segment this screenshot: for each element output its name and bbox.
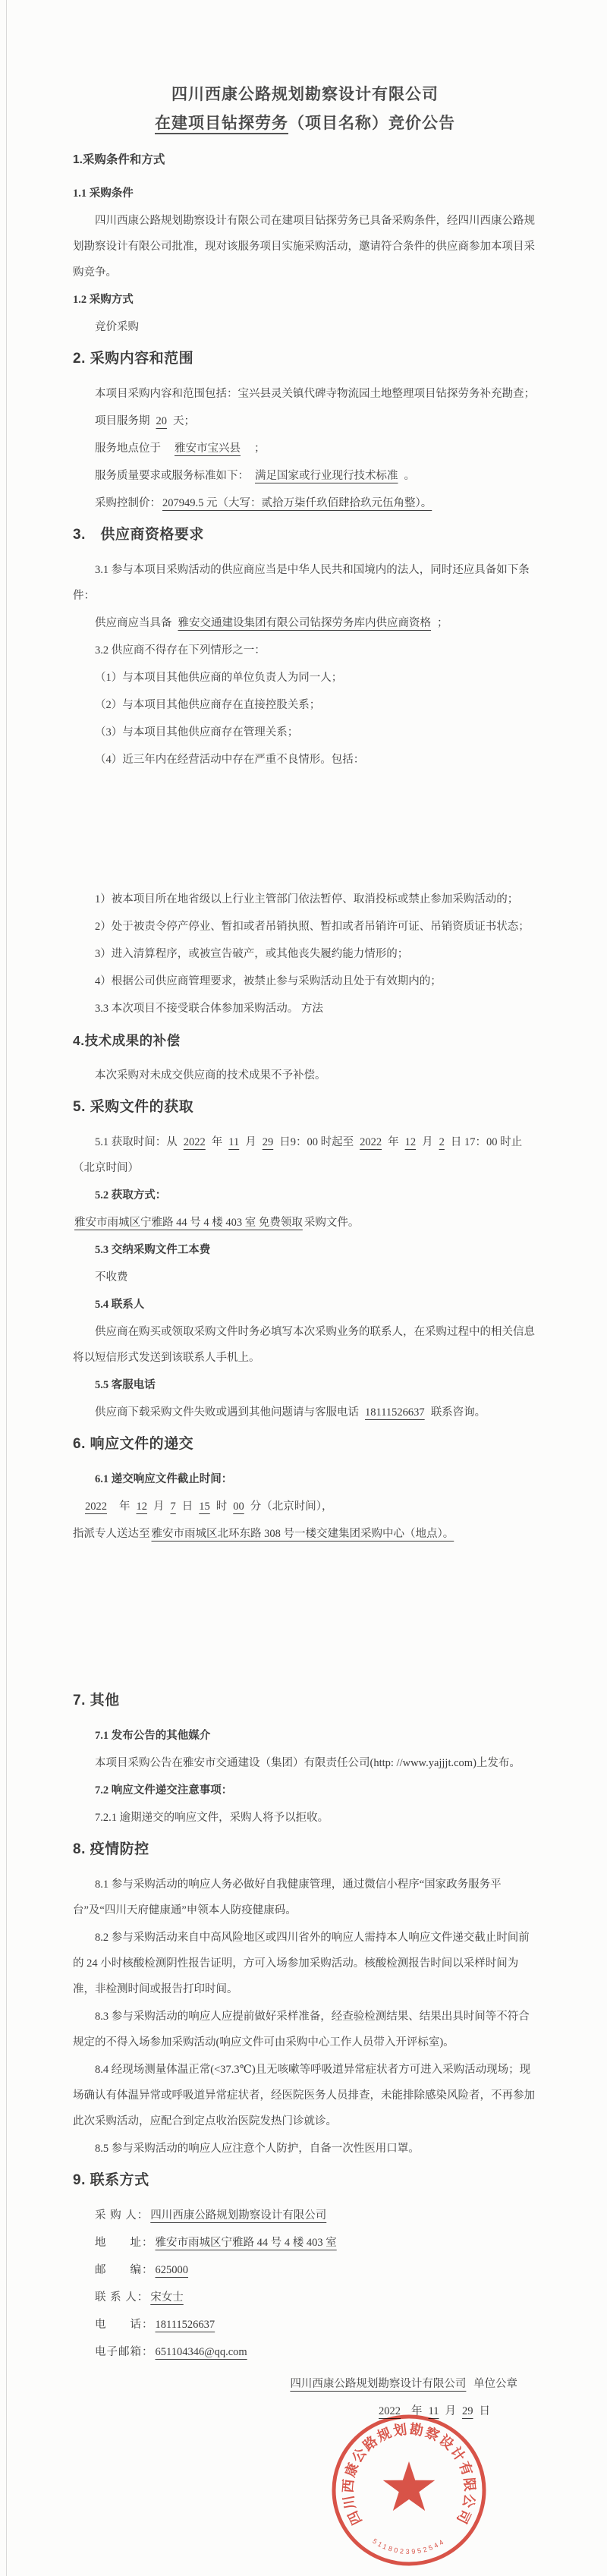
- service-period-line: [73, 408, 537, 434]
- service-period-value: 20: [156, 415, 167, 427]
- list-item: （3）与本项目其他供应商存在管理关系；: [95, 726, 299, 738]
- quality-standard-line: [73, 463, 537, 489]
- scope-paragraph: 本项目采购内容和范围包括：宝兴县灵关镇代碑寺物流园土地整理项目钻探劳务补充勘查；: [95, 388, 535, 400]
- acquisition-address-suffix: 采购文件。: [304, 1217, 360, 1229]
- sub-5-4-heading: 5.4 联系人: [95, 1299, 145, 1311]
- section-2-scope: [73, 348, 537, 516]
- section-4-heading: 4.技术成果的补偿: [73, 1033, 181, 1048]
- quality-standard-value: 满足国家或行业现行技术标准: [255, 470, 398, 482]
- epidemic-item: 8.2 参与采购活动来自中高风险地区或四川省外的响应人需持本人响应文件递交截止时间前的 24 小时核酸检测阴性报告证明，方可入场参加采购活动。核酸检测报告时间以采样时间为准，非检测时间或报告打印时间。: [73, 1932, 530, 1995]
- list-item: （4）近三年内在经营活动中存在严重不良情形。包括：: [95, 754, 365, 766]
- time-month-to: 12: [404, 1136, 417, 1148]
- section-3-supplier-qualification: [73, 524, 537, 1022]
- section-4-compensation: [73, 1029, 537, 1088]
- sub-7-2-1-text: 7.2.1 逾期递交的响应文件，采购人将予以拒收。: [95, 1812, 329, 1824]
- deadline-hour: 15: [199, 1501, 210, 1513]
- time-run: 年: [211, 1136, 223, 1148]
- contact-label: 电 话：: [95, 2319, 154, 2331]
- contact-label: 地 址：: [95, 2237, 154, 2249]
- deadline-month: 12: [136, 1501, 147, 1513]
- section-6-response-submission: [73, 1433, 537, 1547]
- sub-5-2-heading: 5.2 获取方式：: [95, 1189, 167, 1201]
- seal-ring-text: 四川西康公路规划勘察设计有限公司: [340, 2421, 478, 2527]
- signature-company-suffix: 单位公章: [473, 2378, 517, 2390]
- title-subject-line: [73, 109, 537, 138]
- quality-standard-label: 服务质量要求或服务标准如下：: [95, 470, 249, 482]
- purchaser-value: 四川西康公路规划勘察设计有限公司: [150, 2209, 327, 2222]
- list-item: （2）与本项目其他供应商存在直接控股关系；: [95, 699, 321, 711]
- service-period-label: 项目服务期: [95, 415, 150, 427]
- signature-year: 2022: [379, 2405, 401, 2417]
- sub-1-2-text: 竞价采购: [95, 321, 139, 333]
- sub-5-5-heading: 5.5 客服电话: [95, 1379, 156, 1391]
- delivery-prefix: 指派专人送达至: [73, 1528, 150, 1540]
- delivery-address-value: 雅安市雨城区北环东路 308 号一楼交建集团采购中心（地点）。: [151, 1528, 454, 1540]
- section-5-document-acquisition: [73, 1096, 537, 1425]
- contact-row-purchaser: [73, 2203, 537, 2228]
- contact-row-postcode: [73, 2257, 537, 2283]
- control-price-value: 207949.5 元（大写：贰拾万柒仟玖佰肆拾玖元伍角整）。: [162, 497, 432, 509]
- seal-code-text: 5118023952544: [371, 2537, 447, 2556]
- acquisition-time-line: [73, 1129, 537, 1181]
- para-3-3: 3.3 本次项目不接受联合体参加采购活动。 方法: [95, 1003, 323, 1015]
- hotline-prefix: 供应商下载采购文件失败或遇到其他问题请与客服电话: [95, 1406, 359, 1419]
- blank-gap: [73, 774, 537, 886]
- seal-star-icon: [383, 2461, 435, 2511]
- sub-7-2-heading: 7.2 响应文件递交注意事项：: [95, 1784, 233, 1797]
- time-month-from: 11: [228, 1136, 240, 1148]
- signature-block: [73, 2371, 537, 2424]
- title-subject-underlined: 在建项目钻探劳务: [155, 115, 288, 134]
- time-day-to: 2: [439, 1136, 445, 1148]
- para-3-1: 3.1 参与本项目采购活动的供应商应当是中华人民共和国境内的法人，同时还应具备如下条件：: [73, 564, 530, 602]
- time-year-from: 2022: [183, 1136, 206, 1148]
- sub-1-1-text: 四川西康公路规划勘察设计有限公司在建项目钻探劳务已具备采购条件，经四川西康公路规划勘察设计有限公司批准，现对该服务项目实施采购活动，邀请符合条件的供应商参加本项目采购竞争。: [73, 215, 535, 279]
- contact-label: 邮 编：: [95, 2264, 154, 2276]
- contact-person-value: 宋女士: [150, 2291, 184, 2304]
- quality-standard-suffix: 。: [404, 470, 415, 482]
- page-edge-line: [6, 0, 7, 2576]
- time-run: 月: [422, 1136, 433, 1148]
- sub-5-3-heading: 5.3 交纳采购文件工本费: [95, 1244, 211, 1256]
- supplier-qualify-label: 供应商应当具备: [95, 617, 172, 629]
- deadline-run: 日: [181, 1501, 193, 1513]
- time-year-to: 2022: [360, 1136, 382, 1148]
- deadline-run: 年: [119, 1501, 131, 1513]
- contact-label: 电子邮箱：: [95, 2346, 154, 2358]
- para-3-2: 3.2 供应商不得存在下列情形之一：: [95, 644, 266, 657]
- signature-date-run: 月: [445, 2405, 456, 2417]
- sub-1-1-heading: 1.1 采购条件: [73, 187, 134, 200]
- time-run: 月: [245, 1136, 256, 1148]
- service-period-suffix: 天；: [173, 415, 195, 427]
- contact-label: 采 购 人：: [95, 2209, 149, 2222]
- epidemic-item: 8.1 参与采购活动的响应人务必做好自我健康管理，通过微信小程序“国家政务服务平台”及“四川天府健康通”申领本人防疫健康码。: [73, 1878, 502, 1916]
- supplier-qualify-line: [73, 610, 537, 636]
- supplier-qualify-value: 雅安交通建设集团有限公司钻探劳务库内供应商资格: [178, 617, 431, 629]
- fee-text: 不收费: [95, 1271, 128, 1283]
- section-7-heading: 7. 其他: [73, 1693, 120, 1708]
- list-item: 3）进入清算程序，或被宣告破产，或其他丧失履约能力情形的；: [95, 948, 409, 960]
- signature-date-run: 日: [479, 2405, 490, 2417]
- section-3-heading: 3. 供应商资格要求: [73, 527, 204, 543]
- epidemic-item: 8.4 经现场测量体温正常(<37.3℃)且无咳嗽等呼吸道异常症状者方可进入采购活动现场；现场确认有体温异常或呼吸道异常症状者，经医院医务人员排查，未能排除感染风险者，不再参加此次采购活动，应配合到定点收治医院发热门诊就诊。: [73, 2064, 535, 2127]
- title-company-line: 四川西康公路规划勘察设计有限公司: [171, 86, 439, 103]
- section-4-text: 本次采购对未成交供应商的技术成果不予补偿。: [95, 1069, 326, 1082]
- delivery-line: [73, 1521, 537, 1547]
- service-location-value: 雅安市宝兴县: [175, 442, 241, 455]
- section-7-others: [73, 1690, 537, 1831]
- list-item: 1）被本项目所在地省级以上行业主管部门依法暂停、取消投标或禁止参加采购活动的；: [95, 893, 519, 905]
- deadline-minute: 00: [233, 1501, 244, 1513]
- contact-row-person: [73, 2285, 537, 2310]
- time-day-from: 29: [262, 1136, 274, 1148]
- time-run: 日9：00 时起至: [279, 1136, 354, 1148]
- section-8-epidemic-prevention: [73, 1838, 537, 2162]
- email-value: 651104346@qq.com: [155, 2346, 247, 2358]
- hotline-line: [73, 1400, 537, 1425]
- contact-row-phone: [73, 2312, 537, 2338]
- list-item: 2）处于被责令停产停业、暂扣或者吊销执照、暂扣或者吊销许可证、吊销资质证书状态；: [95, 921, 530, 933]
- acquisition-address-line: [73, 1210, 537, 1236]
- control-price-label: 采购控制价：: [95, 497, 161, 509]
- section-5-heading: 5. 采购文件的获取: [73, 1099, 194, 1115]
- document-title: [73, 80, 537, 138]
- time-run: 年: [388, 1136, 399, 1148]
- signature-day: 29: [462, 2405, 473, 2417]
- sub-6-1-heading: 6.1 递交响应文件截止时间：: [95, 1473, 233, 1485]
- media-text: 本项目采购公告在雅安市交通建设（集团）有限责任公司(http: //www.yajjjt.com)上发布。: [95, 1757, 521, 1769]
- signature-company-line: [73, 2371, 517, 2397]
- deadline-run: 时: [215, 1501, 228, 1513]
- contact-row-address: [73, 2230, 537, 2256]
- signature-date-line: [73, 2398, 490, 2424]
- acquisition-address-value: 雅安市雨城区宁雅路 44 号 4 楼 403 室 免费领取: [74, 1217, 303, 1229]
- time-run: 5.1 获取时间：从: [95, 1136, 178, 1148]
- deadline-run: 月: [153, 1501, 165, 1513]
- contact-label: 联 系 人：: [95, 2291, 149, 2304]
- section-6-heading: 6. 响应文件的递交: [73, 1436, 194, 1452]
- deadline-line: [73, 1494, 537, 1519]
- signature-date-run: 年: [411, 2405, 423, 2417]
- epidemic-item: 8.3 参与采购活动的响应人应提前做好采样准备，经查验检测结果、结果出具时间等不符合规定的不得入场参加采购活动(响应文件可由采购中心工作人员带入开评标室)。: [73, 2011, 530, 2049]
- hotline-suffix: 联系咨询。: [430, 1406, 486, 1419]
- list-item: （1）与本项目其他供应商的单位负责人为同一人；: [95, 672, 343, 684]
- supplier-qualify-suffix: ；: [437, 617, 448, 629]
- sub-1-2-heading: 1.2 采购方式: [73, 294, 134, 306]
- official-company-seal: [328, 2412, 490, 2571]
- deadline-run: 分（北京时间），: [250, 1501, 333, 1513]
- signature-company-value: 四川西康公路规划勘察设计有限公司: [290, 2378, 467, 2390]
- seal-ring: [334, 2417, 484, 2564]
- section-1-conditions: [73, 150, 537, 340]
- section-8-heading: 8. 疫情防控: [73, 1841, 149, 1857]
- address-value: 雅安市雨城区宁雅路 44 号 4 楼 403 室: [155, 2237, 337, 2249]
- service-location-label: 服务地点位于: [95, 442, 161, 455]
- phone-value: 18111526637: [155, 2319, 215, 2331]
- deadline-day: 7: [170, 1501, 176, 1513]
- hotline-number: 18111526637: [365, 1406, 425, 1419]
- contact-row-email: [73, 2339, 537, 2365]
- section-9-heading: 9. 联系方式: [73, 2172, 149, 2188]
- sub-7-1-heading: 7.1 发布公告的其他媒介: [95, 1730, 211, 1742]
- title-subject-rest: （项目名称）竞价公告: [288, 115, 455, 132]
- deadline-year: 2022: [85, 1501, 107, 1513]
- time-run: 日 17：00 时止（北京时间）: [73, 1136, 523, 1174]
- service-location-suffix: ；: [254, 442, 266, 455]
- section-1-heading: 1.采购条件和方式: [73, 153, 165, 166]
- list-item: 4）根据公司供应商管理要求，被禁止参与采购活动且处于有效期内的；: [95, 975, 442, 987]
- service-location-line: [73, 436, 537, 461]
- section-9-contact-info: [73, 2169, 537, 2365]
- control-price-line: [73, 490, 537, 516]
- blank-gap: [73, 1548, 537, 1682]
- section-2-heading: 2. 采购内容和范围: [73, 351, 194, 367]
- postcode-value: 625000: [155, 2264, 188, 2276]
- epidemic-item: 8.5 参与采购活动的响应人应注意个人防护，自备一次性医用口罩。: [95, 2143, 420, 2155]
- contact-note-text: 供应商在购买或领取采购文件时务必填写本次采购业务的联系人，在采购过程中的相关信息将以短信形式发送到该联系人手机上。: [73, 1326, 535, 1364]
- signature-month: 11: [428, 2405, 439, 2417]
